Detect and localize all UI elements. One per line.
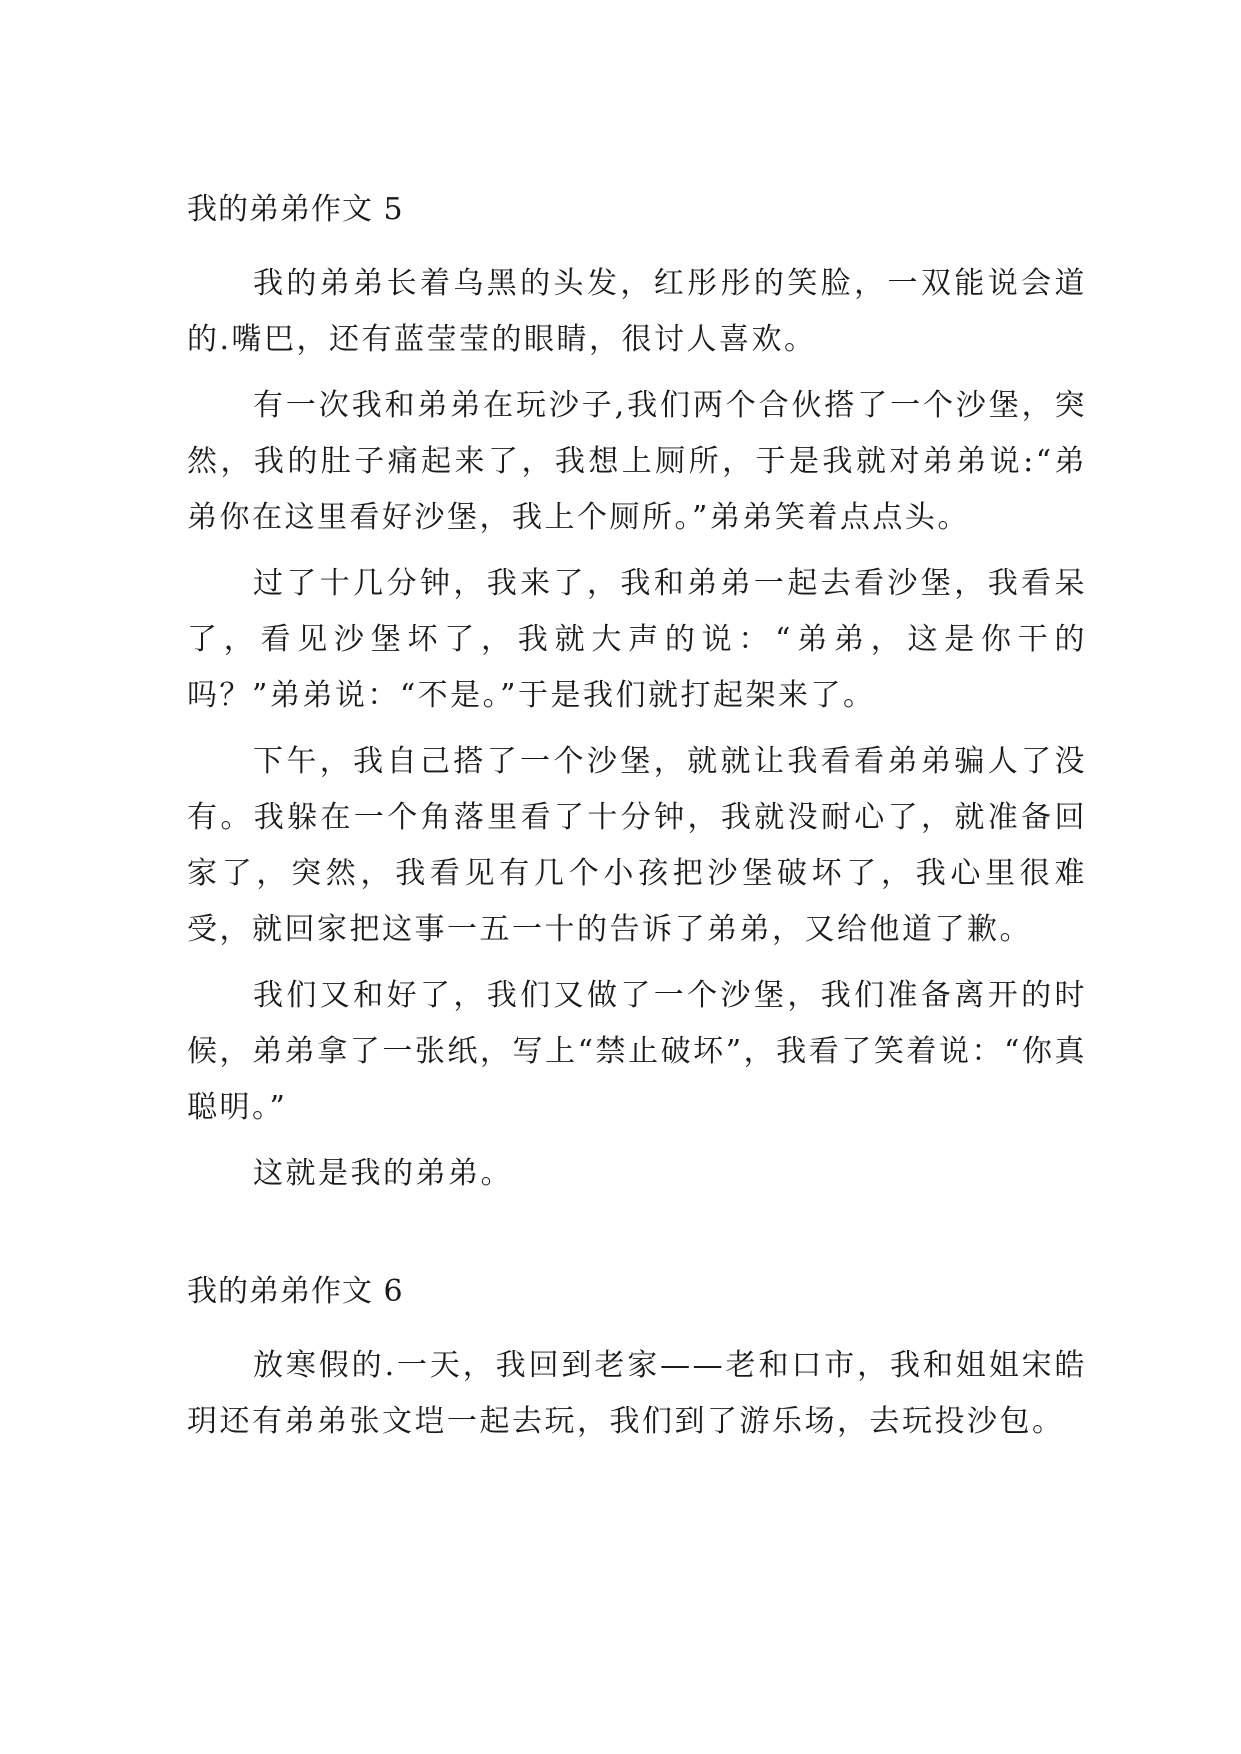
paragraph: 我们又和好了，我们又做了一个沙堡，我们准备离开的时候，弟弟拿了一张纸，写上“禁止破坏”，我看了笑着说：“你真聪明。” [187, 978, 1087, 1125]
essay-section-6 [187, 1272, 1087, 1450]
document-page [187, 190, 1087, 1520]
section-title: 我的弟弟作文 5 [187, 192, 404, 227]
paragraph: 这就是我的弟弟。 [253, 1156, 513, 1191]
essay-section-5 [187, 190, 1087, 1202]
paragraph: 我的弟弟长着乌黑的头发，红彤彤的笑脸，一双能说会道的.嘴巴，还有蓝莹莹的眼睛，很讨人喜欢。 [187, 266, 1087, 357]
paragraph: 放寒假的.一天，我回到老家——老和口市，我和姐姐宋皓玥还有弟弟张文垲一起去玩，我们到了游乐场，去玩投沙包。 [187, 1348, 1087, 1439]
section-title: 我的弟弟作文 6 [187, 1274, 404, 1309]
paragraph: 过了十几分钟，我来了，我和弟弟一起去看沙堡，我看呆了，看见沙堡坏了，我就大声的说：“弟弟，这是你干的吗？”弟弟说：“不是。”于是我们就打起架来了。 [187, 566, 1087, 713]
paragraph: 下午，我自己搭了一个沙堡，就就让我看看弟弟骗人了没有。我躲在一个角落里看了十分钟，我就没耐心了，就准备回家了，突然，我看见有几个小孩把沙堡破坏了，我心里很难受，就回家把这事一五一十的告诉了弟弟，又给他道了歉。 [187, 744, 1087, 947]
paragraph: 有一次我和弟弟在玩沙子,我们两个合伙搭了一个沙堡，突然，我的肚子痛起来了，我想上厕所，于是我就对弟弟说:“弟弟你在这里看好沙堡，我上个厕所。”弟弟笑着点点头。 [187, 388, 1087, 535]
